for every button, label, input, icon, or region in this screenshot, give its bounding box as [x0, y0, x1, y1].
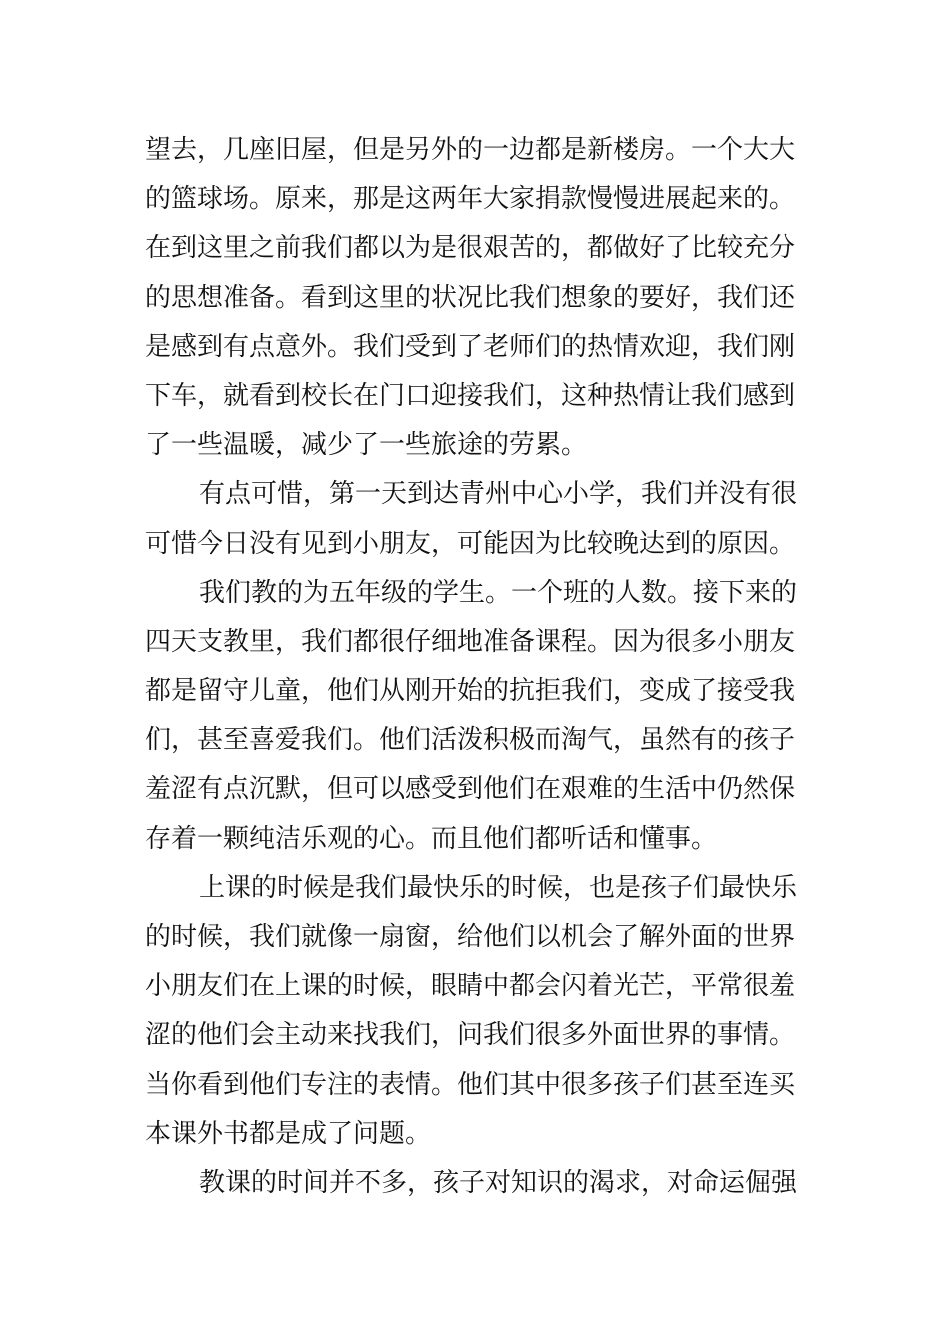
text-line: 涩的他们会主动来找我们，问我们很多外面世界的事情。 — [145, 1020, 796, 1051]
text-line: 下车，就看到校长在门口迎接我们，这种热情让我们感到 — [145, 380, 796, 411]
document-body — [145, 126, 810, 1208]
text-line: 可惜今日没有见到小朋友，可能因为比较晚达到的原因。 — [145, 528, 796, 559]
text-line: 羞涩有点沉默，但可以感受到他们在艰难的生活中仍然保 — [145, 774, 796, 805]
paragraph-start-line: 有点可惜，第一天到达青州中心小学，我们并没有很 — [199, 479, 798, 510]
text-line: 的思想准备。看到这里的状况比我们想象的要好，我们还 — [145, 282, 796, 313]
text-line: 望去，几座旧屋，但是另外的一边都是新楼房。一个大大 — [145, 135, 796, 165]
paragraph-start-line: 教课的时间并不多，孩子对知识的渴求，对命运倔强 — [199, 1167, 798, 1198]
paragraph-start-line: 上课的时候是我们最快乐的时候，也是孩子们最快乐 — [199, 872, 798, 903]
text-line: 是感到有点意外。我们受到了老师们的热情欢迎，我们刚 — [145, 331, 796, 362]
text-line: 存着一颗纯洁乐观的心。而且他们都听话和懂事。 — [145, 823, 718, 854]
text-line: 本课外书都是成了问题。 — [145, 1118, 432, 1149]
text-line: 的篮球场。原来，那是这两年大家捐款慢慢进展起来的。 — [145, 184, 796, 215]
text-line: 都是留守儿童，他们从刚开始的抗拒我们，变成了接受我 — [145, 676, 796, 707]
text-line: 在到这里之前我们都以为是很艰苦的，都做好了比较充分 — [145, 233, 796, 264]
text-line: 小朋友们在上课的时候，眼睛中都会闪着光芒，平常很羞 — [145, 971, 796, 1002]
text-line: 了一些温暖，减少了一些旅途的劳累。 — [145, 430, 588, 461]
paragraph-start-line: 我们教的为五年级的学生。一个班的人数。接下来的 — [199, 577, 798, 608]
text-line: 四天支教里，我们都很仔细地准备课程。因为很多小朋友 — [145, 626, 796, 657]
text-line: 们，甚至喜爱我们。他们活泼积极而淘气，虽然有的孩子 — [145, 725, 796, 756]
text-line: 当你看到他们专注的表情。他们其中很多孩子们甚至连买 — [145, 1069, 796, 1100]
text-line: 的时候，我们就像一扇窗，给他们以机会了解外面的世界 — [145, 922, 796, 952]
